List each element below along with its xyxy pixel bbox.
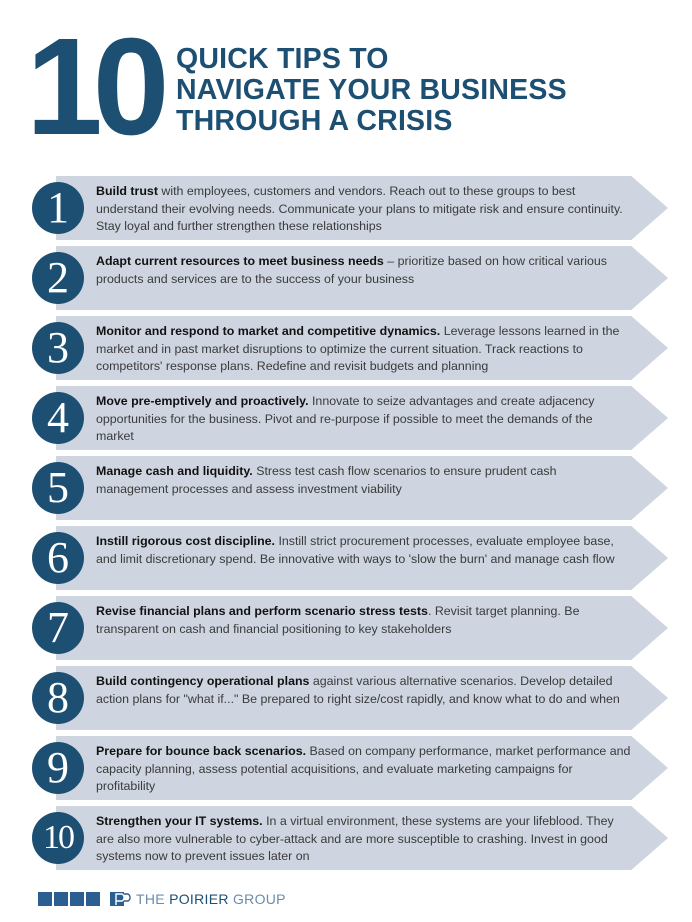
tip-heading: Adapt current resources to meet business needs	[96, 254, 384, 268]
tip-heading: Instill rigorous cost discipline.	[96, 534, 276, 548]
tip-number-badge: 7	[32, 602, 84, 654]
title-line-1: QUICK TIPS TO	[176, 43, 389, 75]
tip-number-badge: 1	[32, 182, 84, 234]
tip-item-5	[0, 456, 692, 520]
tip-item-3	[0, 316, 692, 380]
title-line-2: NAVIGATE YOUR BUSINESS	[176, 74, 567, 106]
tip-heading: Monitor and respond to market and competitive dynamics.	[96, 324, 441, 338]
tip-text	[96, 813, 631, 866]
tip-body: Stress test cash flow scenarios to ensure prudent cash management processes and assess investment viability	[96, 464, 557, 496]
brand-the: THE	[136, 891, 165, 907]
brand-group: GROUP	[232, 891, 286, 907]
brand-bar-1	[38, 892, 52, 906]
title-line-3: THROUGH A CRISIS	[176, 105, 453, 137]
tip-text	[96, 603, 631, 638]
tip-text	[96, 743, 631, 796]
tip-text	[96, 463, 631, 498]
tip-number-badge: 9	[32, 742, 84, 794]
tip-body: Innovate to seize advantages and create adjacency opportunities for the business. Pivot and re-purpose if possible to meet the demands of the market	[96, 394, 595, 443]
tip-number-badge: 10	[32, 812, 84, 864]
tip-text	[96, 323, 631, 376]
tip-item-6	[0, 526, 692, 590]
tip-item-7	[0, 596, 692, 660]
tip-item-4	[0, 386, 692, 450]
tip-item-8	[0, 666, 692, 730]
brand-poirier: POIRIER	[169, 891, 229, 907]
tip-text	[96, 533, 631, 568]
tip-body: Instill strict procurement processes, evaluate employee base, and limit discretionary spend. Be innovative with ways to 'slow the burn' and manage cash flow	[96, 534, 615, 566]
tip-number-badge: 3	[32, 322, 84, 374]
tip-heading: Strengthen your IT systems.	[96, 814, 263, 828]
tip-number-badge: 8	[32, 672, 84, 724]
tip-heading: Manage cash and liquidity.	[96, 464, 253, 478]
tip-number-badge: 2	[32, 252, 84, 304]
brand-bar-2	[54, 892, 68, 906]
brand-bar-3	[70, 892, 84, 906]
tip-body: In a virtual environment, these systems are your lifeblood. They are also more vulnerable to cyber-attack and are more susceptible to crashing. Invest in good systems now to prevent issues later on	[96, 814, 614, 863]
page-title	[176, 44, 567, 137]
brand-name	[136, 891, 286, 907]
tip-item-9	[0, 736, 692, 800]
tip-body: Based on company performance, market performance and capacity planning, assess potential acquisitions, and evaluate marketing campaigns for profitability	[96, 744, 631, 793]
poirier-logo-icon	[110, 890, 136, 908]
tip-text	[96, 253, 631, 288]
tip-body: Leverage lessons learned in the market and in past market disruptions to optimize the current situation. Track reactions to competitors' response plans. Redefine and revisit budgets and planning	[96, 324, 620, 373]
brand-bar-4	[86, 892, 100, 906]
tip-number-badge: 6	[32, 532, 84, 584]
tip-heading: Build contingency operational plans	[96, 674, 310, 688]
tip-text	[96, 393, 631, 446]
tip-heading: Move pre-emptively and proactively.	[96, 394, 309, 408]
tip-body: against various alternative scenarios. Develop detailed action plans for "what if..." Be prepared to right size/cost rapidly, and know what to do and when	[96, 674, 620, 706]
tip-heading: Revise financial plans and perform scenario stress tests	[96, 604, 428, 618]
tip-text	[96, 673, 631, 708]
tip-item-2	[0, 246, 692, 310]
big-number-ten: 10	[26, 10, 160, 164]
tip-heading: Build trust	[96, 184, 158, 198]
tip-number-badge: 5	[32, 462, 84, 514]
tip-item-10	[0, 806, 692, 870]
tip-heading: Prepare for bounce back scenarios.	[96, 744, 307, 758]
header	[0, 0, 692, 170]
tip-body: with employees, customers and vendors. Reach out to these groups to best understand their evolving needs. Communicate your plans to mitigate risk and ensure continuity. Stay loyal and further strengthen these relationships	[96, 184, 623, 233]
tip-body: . Revisit target planning. Be transparent on cash and financial positioning to key stakeholders	[96, 604, 580, 636]
tip-text	[96, 183, 631, 236]
tip-body: – prioritize based on how critical various products and services are to the success of your business	[96, 254, 607, 286]
tip-number-badge: 4	[32, 392, 84, 444]
tip-item-1	[0, 176, 692, 240]
